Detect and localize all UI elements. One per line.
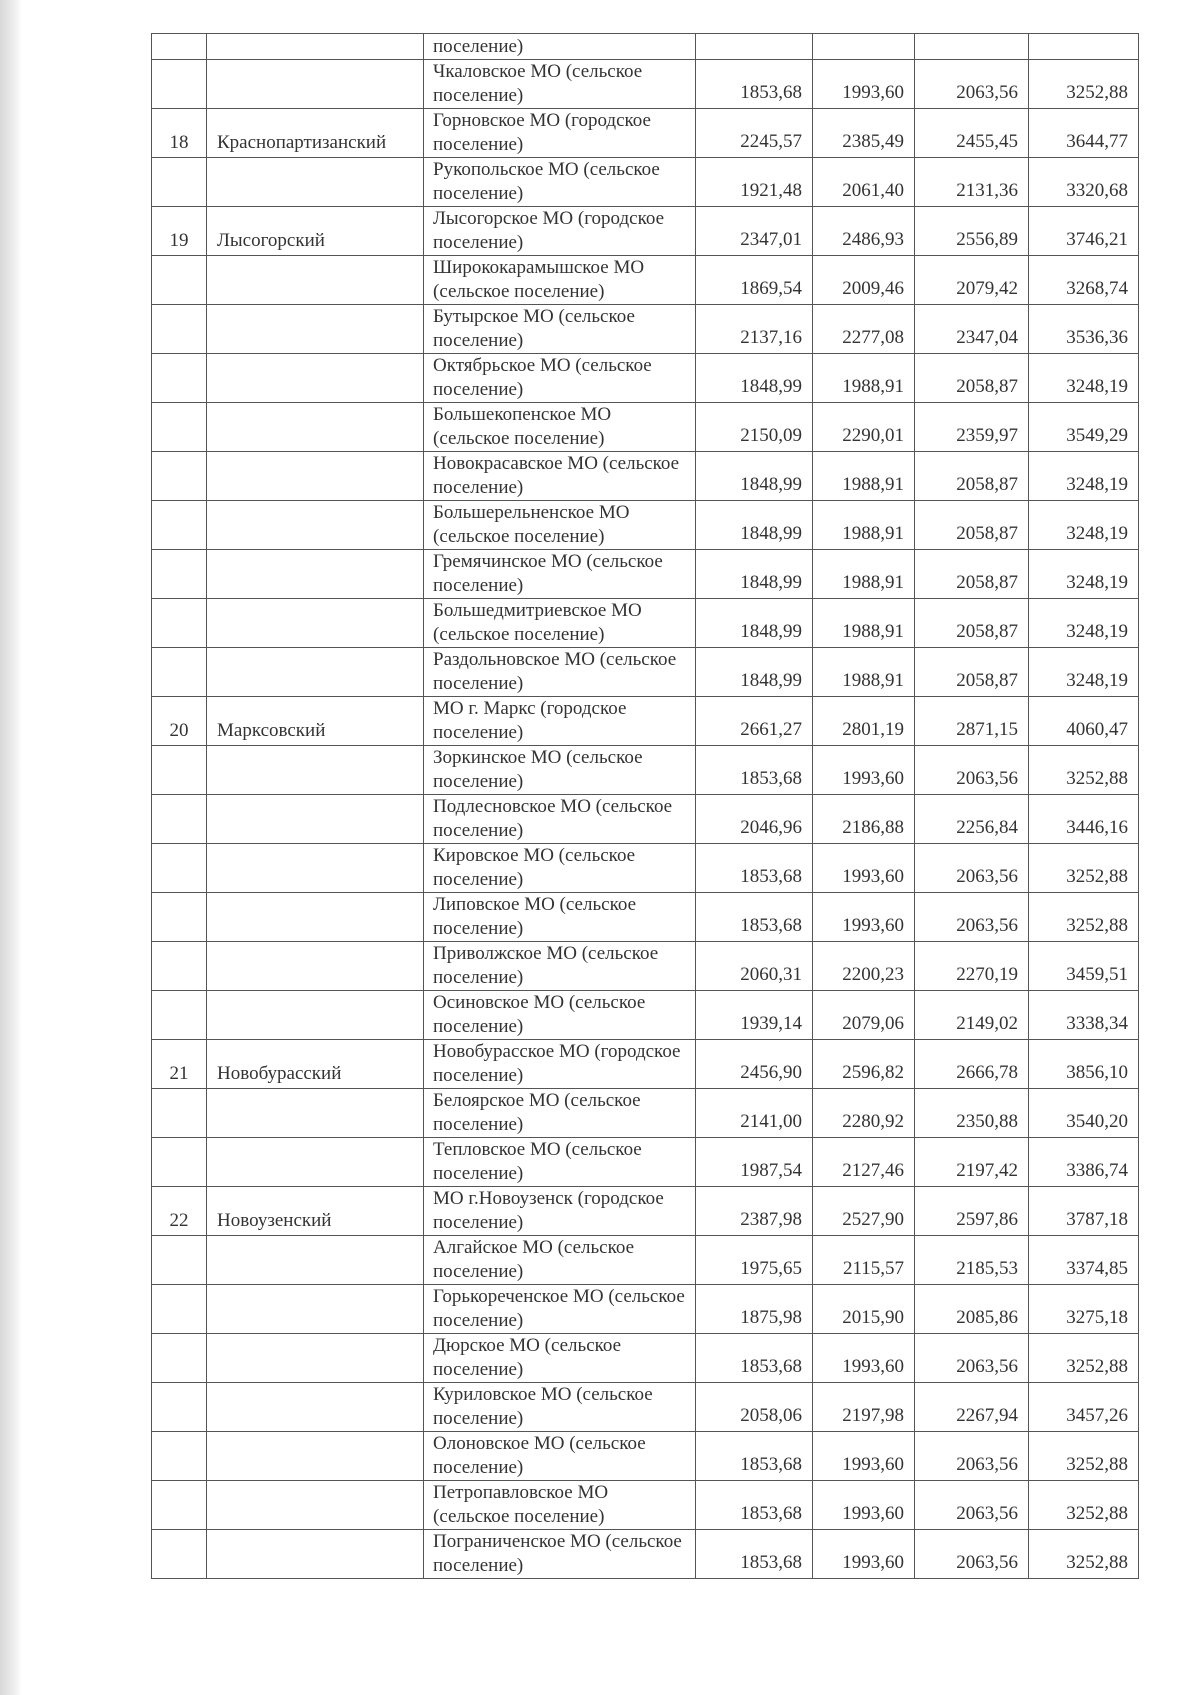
cell-value: 2058,87 <box>915 452 1029 501</box>
cell-value: 2063,56 <box>915 844 1029 893</box>
cell-value: 1993,60 <box>813 1334 915 1383</box>
cell-value: 2185,53 <box>915 1236 1029 1285</box>
cell-settlement: Приволжское МО (сельское поселение) <box>424 942 696 991</box>
cell-settlement: Ширококарамышское МО (сельское поселение) <box>424 256 696 305</box>
cell-value: 2197,42 <box>915 1138 1029 1187</box>
table-row <box>152 648 1139 697</box>
table-row <box>152 1432 1139 1481</box>
cell-value: 3268,74 <box>1029 256 1139 305</box>
table-row <box>152 256 1139 305</box>
cell-settlement: Раздольновское МО (сельское поселение) <box>424 648 696 697</box>
cell-value: 1875,98 <box>696 1285 813 1334</box>
cell-value: 4060,47 <box>1029 697 1139 746</box>
cell-num <box>152 452 207 501</box>
cell-settlement: Гремячинское МО (сельское поселение) <box>424 550 696 599</box>
cell-value: 3856,10 <box>1029 1040 1139 1089</box>
cell-value: 2256,84 <box>915 795 1029 844</box>
cell-district: Новобурасский <box>207 1040 424 1089</box>
cell-value: 1987,54 <box>696 1138 813 1187</box>
cell-num <box>152 1432 207 1481</box>
cell-num <box>152 550 207 599</box>
cell-settlement: Рукопольское МО (сельское поселение) <box>424 158 696 207</box>
cell-district <box>207 1089 424 1138</box>
cell-settlement: Лысогорское МО (городское поселение) <box>424 207 696 256</box>
cell-settlement: Подлесновское МО (сельское поселение) <box>424 795 696 844</box>
cell-district <box>207 354 424 403</box>
cell-value: 1988,91 <box>813 599 915 648</box>
cell-district <box>207 305 424 354</box>
cell-value: 2245,57 <box>696 109 813 158</box>
cell-district <box>207 1481 424 1530</box>
table-row <box>152 1040 1139 1089</box>
table-row <box>152 207 1139 256</box>
cell-value: 3536,36 <box>1029 305 1139 354</box>
cell-district: Марксовский <box>207 697 424 746</box>
cell-settlement: Горновское МО (городское поселение) <box>424 109 696 158</box>
cell-district <box>207 991 424 1040</box>
table-row <box>152 109 1139 158</box>
cell-num <box>152 844 207 893</box>
cell-num <box>152 795 207 844</box>
cell-settlement: Алгайское МО (сельское поселение) <box>424 1236 696 1285</box>
cell-num <box>152 599 207 648</box>
cell-num: 20 <box>152 697 207 746</box>
cell-settlement: Большерельненское МО (сельское поселение) <box>424 501 696 550</box>
cell-value: 3252,88 <box>1029 893 1139 942</box>
cell-district <box>207 1383 424 1432</box>
cell-district <box>207 1530 424 1579</box>
cell-settlement: Чкаловское МО (сельское поселение) <box>424 60 696 109</box>
cell-value: 3252,88 <box>1029 1530 1139 1579</box>
cell-district <box>207 648 424 697</box>
table-row <box>152 158 1139 207</box>
cell-value: 3248,19 <box>1029 501 1139 550</box>
cell-value: 2058,87 <box>915 501 1029 550</box>
cell-num <box>152 1089 207 1138</box>
cell-value <box>696 34 813 60</box>
cell-value: 2063,56 <box>915 746 1029 795</box>
cell-settlement: Петропавловское МО (сельское поселение) <box>424 1481 696 1530</box>
cell-value: 3549,29 <box>1029 403 1139 452</box>
cell-value: 2137,16 <box>696 305 813 354</box>
cell-value: 1993,60 <box>813 60 915 109</box>
table-row <box>152 354 1139 403</box>
cell-value: 3275,18 <box>1029 1285 1139 1334</box>
cell-value: 3746,21 <box>1029 207 1139 256</box>
cell-value: 3248,19 <box>1029 452 1139 501</box>
cell-value: 2666,78 <box>915 1040 1029 1089</box>
table-row <box>152 1138 1139 1187</box>
cell-value: 1853,68 <box>696 1334 813 1383</box>
cell-value: 2385,49 <box>813 109 915 158</box>
cell-value: 2060,31 <box>696 942 813 991</box>
table-row <box>152 501 1139 550</box>
cell-value: 2280,92 <box>813 1089 915 1138</box>
table-row <box>152 1236 1139 1285</box>
cell-value: 2063,56 <box>915 1530 1029 1579</box>
cell-district <box>207 403 424 452</box>
cell-value: 2455,45 <box>915 109 1029 158</box>
cell-num <box>152 1334 207 1383</box>
cell-value: 2046,96 <box>696 795 813 844</box>
cell-settlement: МО г.Новоузенск (городское поселение) <box>424 1187 696 1236</box>
cell-value: 2596,82 <box>813 1040 915 1089</box>
cell-district: Лысогорский <box>207 207 424 256</box>
table-row <box>152 60 1139 109</box>
cell-settlement: Кировское МО (сельское поселение) <box>424 844 696 893</box>
table-row <box>152 1187 1139 1236</box>
cell-value: 1939,14 <box>696 991 813 1040</box>
cell-value: 3644,77 <box>1029 109 1139 158</box>
cell-num <box>152 1481 207 1530</box>
tariff-table <box>151 33 1139 1579</box>
cell-district <box>207 1285 424 1334</box>
table-row <box>152 893 1139 942</box>
cell-value: 2058,87 <box>915 599 1029 648</box>
cell-num <box>152 1530 207 1579</box>
cell-value: 1988,91 <box>813 648 915 697</box>
cell-value: 3374,85 <box>1029 1236 1139 1285</box>
cell-value: 1853,68 <box>696 844 813 893</box>
cell-num: 21 <box>152 1040 207 1089</box>
table-row <box>152 599 1139 648</box>
cell-value: 3248,19 <box>1029 648 1139 697</box>
cell-value: 3457,26 <box>1029 1383 1139 1432</box>
cell-num: 22 <box>152 1187 207 1236</box>
cell-value: 1993,60 <box>813 844 915 893</box>
table-row <box>152 1530 1139 1579</box>
cell-district <box>207 893 424 942</box>
cell-value: 2015,90 <box>813 1285 915 1334</box>
table-row <box>152 1089 1139 1138</box>
table-row <box>152 795 1139 844</box>
table-row <box>152 305 1139 354</box>
cell-value: 1848,99 <box>696 354 813 403</box>
cell-district <box>207 599 424 648</box>
cell-num <box>152 893 207 942</box>
cell-value: 2085,86 <box>915 1285 1029 1334</box>
cell-value: 2061,40 <box>813 158 915 207</box>
cell-value: 2149,02 <box>915 991 1029 1040</box>
cell-settlement: Бутырское МО (сельское поселение) <box>424 305 696 354</box>
cell-value: 2270,19 <box>915 942 1029 991</box>
cell-value: 1993,60 <box>813 1530 915 1579</box>
cell-settlement: Новокрасавское МО (сельское поселение) <box>424 452 696 501</box>
cell-value: 2290,01 <box>813 403 915 452</box>
cell-value: 3252,88 <box>1029 1432 1139 1481</box>
cell-value <box>813 34 915 60</box>
cell-value: 1869,54 <box>696 256 813 305</box>
cell-district <box>207 844 424 893</box>
cell-district <box>207 550 424 599</box>
table-row <box>152 452 1139 501</box>
cell-value: 1993,60 <box>813 893 915 942</box>
cell-value: 3459,51 <box>1029 942 1139 991</box>
cell-value: 1853,68 <box>696 1432 813 1481</box>
cell-district <box>207 1236 424 1285</box>
cell-settlement: Куриловское МО (сельское поселение) <box>424 1383 696 1432</box>
cell-value: 2871,15 <box>915 697 1029 746</box>
cell-value: 2277,08 <box>813 305 915 354</box>
cell-value: 2661,27 <box>696 697 813 746</box>
cell-value: 3248,19 <box>1029 599 1139 648</box>
cell-value: 1848,99 <box>696 550 813 599</box>
cell-value: 2197,98 <box>813 1383 915 1432</box>
cell-value: 2079,06 <box>813 991 915 1040</box>
cell-value: 1853,68 <box>696 746 813 795</box>
cell-num <box>152 501 207 550</box>
cell-value: 2527,90 <box>813 1187 915 1236</box>
cell-value: 2597,86 <box>915 1187 1029 1236</box>
cell-value: 3252,88 <box>1029 60 1139 109</box>
cell-district <box>207 452 424 501</box>
cell-value: 1853,68 <box>696 60 813 109</box>
cell-district <box>207 158 424 207</box>
cell-district: Краснопартизанский <box>207 109 424 158</box>
cell-num <box>152 60 207 109</box>
table-row <box>152 991 1139 1040</box>
cell-value: 3252,88 <box>1029 1334 1139 1383</box>
cell-value: 2058,87 <box>915 648 1029 697</box>
cell-settlement: Октябрьское МО (сельское поселение) <box>424 354 696 403</box>
cell-district <box>207 501 424 550</box>
cell-settlement: Олоновское МО (сельское поселение) <box>424 1432 696 1481</box>
cell-settlement: Зоркинское МО (сельское поселение) <box>424 746 696 795</box>
cell-value: 2079,42 <box>915 256 1029 305</box>
cell-value: 2150,09 <box>696 403 813 452</box>
table-row <box>152 844 1139 893</box>
cell-district: Новоузенский <box>207 1187 424 1236</box>
cell-value: 1853,68 <box>696 1481 813 1530</box>
cell-value: 1988,91 <box>813 550 915 599</box>
cell-num <box>152 1383 207 1432</box>
cell-num: 18 <box>152 109 207 158</box>
cell-value: 3248,19 <box>1029 550 1139 599</box>
cell-district <box>207 256 424 305</box>
table-row <box>152 746 1139 795</box>
cell-value: 3248,19 <box>1029 354 1139 403</box>
cell-value: 1993,60 <box>813 746 915 795</box>
cell-value: 3252,88 <box>1029 844 1139 893</box>
cell-value: 2058,87 <box>915 550 1029 599</box>
cell-settlement: Большедмитриевское МО (сельское поселение) <box>424 599 696 648</box>
cell-district <box>207 1334 424 1383</box>
cell-value: 2063,56 <box>915 1432 1029 1481</box>
table-row-continuation <box>152 34 1139 60</box>
cell-num <box>152 1236 207 1285</box>
cell-value: 1848,99 <box>696 648 813 697</box>
cell-num <box>152 1285 207 1334</box>
cell-value: 2350,88 <box>915 1089 1029 1138</box>
cell-value: 1921,48 <box>696 158 813 207</box>
cell-num <box>152 1138 207 1187</box>
cell-settlement: Пограниченское МО (сельское поселение) <box>424 1530 696 1579</box>
cell-district <box>207 746 424 795</box>
cell-num <box>152 746 207 795</box>
cell-district <box>207 795 424 844</box>
cell-settlement: МО г. Маркс (городское поселение) <box>424 697 696 746</box>
cell-num <box>152 942 207 991</box>
cell-num <box>152 648 207 697</box>
cell-value <box>1029 34 1139 60</box>
cell-value: 1848,99 <box>696 599 813 648</box>
cell-value: 2347,01 <box>696 207 813 256</box>
cell-value: 2141,00 <box>696 1089 813 1138</box>
cell-value: 2058,06 <box>696 1383 813 1432</box>
cell-value: 1988,91 <box>813 354 915 403</box>
cell-value: 1993,60 <box>813 1432 915 1481</box>
scan-edge-shadow <box>0 0 22 1695</box>
table-row <box>152 550 1139 599</box>
cell-district <box>207 1138 424 1187</box>
cell-settlement: Горькореченское МО (сельское поселение) <box>424 1285 696 1334</box>
cell-settlement: Дюрское МО (сельское поселение) <box>424 1334 696 1383</box>
table-row <box>152 1383 1139 1432</box>
cell-num <box>152 403 207 452</box>
table-row <box>152 403 1139 452</box>
cell-district <box>207 942 424 991</box>
cell-value: 2131,36 <box>915 158 1029 207</box>
table-row <box>152 1334 1139 1383</box>
cell-district <box>207 60 424 109</box>
cell-value: 2115,57 <box>813 1236 915 1285</box>
cell-num <box>152 305 207 354</box>
cell-value: 2456,90 <box>696 1040 813 1089</box>
cell-value: 1848,99 <box>696 452 813 501</box>
cell-settlement: Липовское МО (сельское поселение) <box>424 893 696 942</box>
cell-value: 2486,93 <box>813 207 915 256</box>
cell-value: 3446,16 <box>1029 795 1139 844</box>
cell-value: 3252,88 <box>1029 1481 1139 1530</box>
cell-settlement: поселение) <box>424 34 696 60</box>
cell-value: 1848,99 <box>696 501 813 550</box>
cell-value: 2063,56 <box>915 60 1029 109</box>
cell-settlement: Белоярское МО (сельское поселение) <box>424 1089 696 1138</box>
cell-value <box>915 34 1029 60</box>
table-row <box>152 1481 1139 1530</box>
cell-value: 2200,23 <box>813 942 915 991</box>
cell-settlement: Тепловское МО (сельское поселение) <box>424 1138 696 1187</box>
cell-settlement: Новобурасское МО (городское поселение) <box>424 1040 696 1089</box>
cell-value: 1988,91 <box>813 501 915 550</box>
table-row <box>152 942 1139 991</box>
cell-value: 2359,97 <box>915 403 1029 452</box>
table-row <box>152 697 1139 746</box>
cell-num <box>152 354 207 403</box>
cell-settlement: Большекопенское МО (сельское поселение) <box>424 403 696 452</box>
cell-value: 3252,88 <box>1029 746 1139 795</box>
cell-value: 2267,94 <box>915 1383 1029 1432</box>
cell-value: 3320,68 <box>1029 158 1139 207</box>
cell-value: 3787,18 <box>1029 1187 1139 1236</box>
cell-value: 3540,20 <box>1029 1089 1139 1138</box>
cell-value: 2556,89 <box>915 207 1029 256</box>
cell-district <box>207 1432 424 1481</box>
cell-district <box>207 34 424 60</box>
cell-value: 2347,04 <box>915 305 1029 354</box>
cell-value: 1993,60 <box>813 1481 915 1530</box>
cell-value: 1853,68 <box>696 1530 813 1579</box>
cell-value: 3338,34 <box>1029 991 1139 1040</box>
cell-settlement: Осиновское МО (сельское поселение) <box>424 991 696 1040</box>
cell-num <box>152 158 207 207</box>
table-body <box>152 34 1139 1579</box>
cell-value: 2063,56 <box>915 893 1029 942</box>
cell-value: 2063,56 <box>915 1334 1029 1383</box>
cell-value: 1975,65 <box>696 1236 813 1285</box>
cell-value: 1853,68 <box>696 893 813 942</box>
cell-value: 2186,88 <box>813 795 915 844</box>
cell-value: 2058,87 <box>915 354 1029 403</box>
cell-value: 2009,46 <box>813 256 915 305</box>
cell-num <box>152 256 207 305</box>
table-row <box>152 1285 1139 1334</box>
cell-value: 1988,91 <box>813 452 915 501</box>
cell-num <box>152 34 207 60</box>
cell-num <box>152 991 207 1040</box>
cell-num: 19 <box>152 207 207 256</box>
cell-value: 2127,46 <box>813 1138 915 1187</box>
cell-value: 2801,19 <box>813 697 915 746</box>
cell-value: 2063,56 <box>915 1481 1029 1530</box>
cell-value: 2387,98 <box>696 1187 813 1236</box>
cell-value: 3386,74 <box>1029 1138 1139 1187</box>
